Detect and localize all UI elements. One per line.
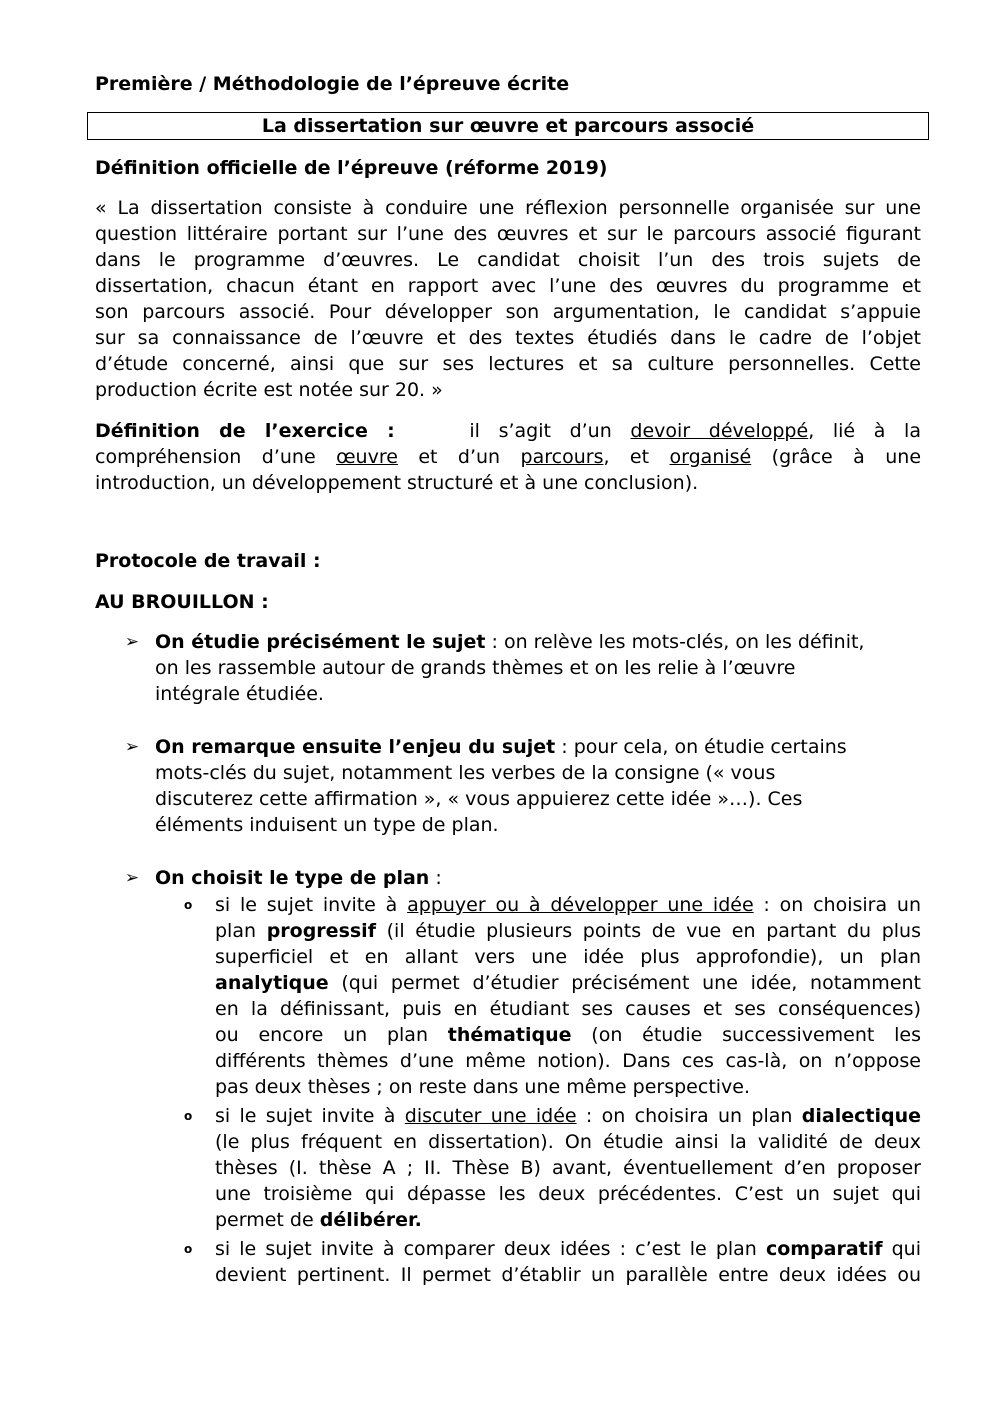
official-quote (95, 195, 921, 403)
exercise-line-3: introduction, un développement structuré et à une conclusion). (95, 472, 699, 494)
official-definition-heading: Définition officielle de l’épreuve (réforme 2019) (95, 157, 608, 179)
document-title: Première / Méthodologie de l’épreuve écrite (95, 73, 570, 95)
underline-devoir: devoir développé (630, 420, 809, 442)
sub-bullet-comparative: si le sujet invite à comparer deux idées : c’est le plan comparatif qui devient pertinent. Il permet d’établir un parallèle entre deux idées ou (215, 1238, 922, 1286)
bullet-subject-stakes: On remarque ensuite l’enjeu du sujet : pour cela, on étudie certains mots-clés du sujet, notamment les verbes de la consigne (« vous discuterez cette affirmation », « vous appuierez cette idée »…). Ces éléments induisent un type de plan. (155, 736, 847, 836)
sub-bullet-progressive: si le sujet invite à appuyer ou à développer une idée : on choisira un plan progressif (il étudie plusieurs points de vue en partant du plus superficiel et en allant vers une idée plus approfondie), un plan analytique (qui permet d’étudier précisément une idée, notamment en la définissant, puis en étudiant ses causes et ses conséquences) ou encore un plan thématique (on étudie successivement les différents thèmes d’une même notion). Dans ces cas-là, on n’oppose pas deux thèses ; on reste dans une même perspective. (215, 894, 921, 1098)
quote-line: dissertation, chacun étant en rapport avec l’une des œuvres du programme et (95, 275, 921, 297)
protocol-heading: Protocole de travail : (95, 550, 321, 572)
arrow-bullet-icon: ➢ (124, 868, 140, 888)
underline-organise: organisé (669, 446, 752, 468)
circle-bullet-icon: o (184, 1242, 193, 1256)
quote-line: d’étude concerné, ainsi que sur ses lectures et sa culture personnelles. Cette (95, 353, 921, 375)
quote-line: son parcours associé. Pour développer son argumentation, le candidat s’appuie (95, 301, 921, 323)
underline-oeuvre: œuvre (336, 446, 398, 468)
sub-bullet-dialectic: si le sujet invite à discuter une idée : on choisira un plan dialectique (le plus fréquent en dissertation). On étudie ainsi la validité de deux thèses (I. thèse A ; II. Thèse B) avant, éventuellement d’en proposer une troisième qui dépasse les deux précédentes. C’est un sujet qui permet de délibérer. (215, 1105, 921, 1231)
quote-line: dans le programme d’œuvres. Le candidat choisit l’un des trois sujets de (95, 249, 921, 271)
arrow-bullet-icon: ➢ (124, 632, 140, 652)
quote-line: sur sa connaissance de l’œuvre et des textes étudiés dans le cadre de l’objet (95, 327, 921, 349)
exercise-definition (95, 418, 921, 496)
arrow-bullet-icon: ➢ (124, 737, 140, 757)
circle-bullet-icon: o (184, 1109, 193, 1123)
bullet-plan-type: On choisit le type de plan : (155, 867, 442, 889)
exercise-label: Définition de l’exercice : (95, 420, 395, 442)
brouillon-heading: AU BROUILLON : (95, 591, 269, 613)
circle-bullet-icon: o (184, 898, 193, 912)
quote-line: « La dissertation consiste à conduire une réflexion personnelle organisée sur une (95, 197, 921, 219)
underline-appuyer: appuyer ou à développer une idée (407, 894, 754, 916)
exercise-line-2: compréhension d’une œuvre et d’un parcours, et organisé (grâce à une (95, 446, 922, 468)
bullet-study-subject: On étudie précisément le sujet : on relève les mots-clés, on les définit, on les rassemble autour de grands thèmes et on les relie à l’œuvre intégrale étudiée. (155, 631, 865, 705)
underline-discuter: discuter une idée (404, 1105, 577, 1127)
exercise-line-1: Définition de l’exercice : il s’agit d’un devoir développé, lié à la (95, 420, 921, 442)
quote-line: question littéraire portant sur l’une des œuvres et sur le parcours associé figurant (95, 223, 921, 245)
underline-parcours: parcours (520, 446, 604, 468)
quote-line: production écrite est notée sur 20. » (95, 379, 443, 401)
boxed-title: La dissertation sur œuvre et parcours associé (87, 112, 929, 140)
